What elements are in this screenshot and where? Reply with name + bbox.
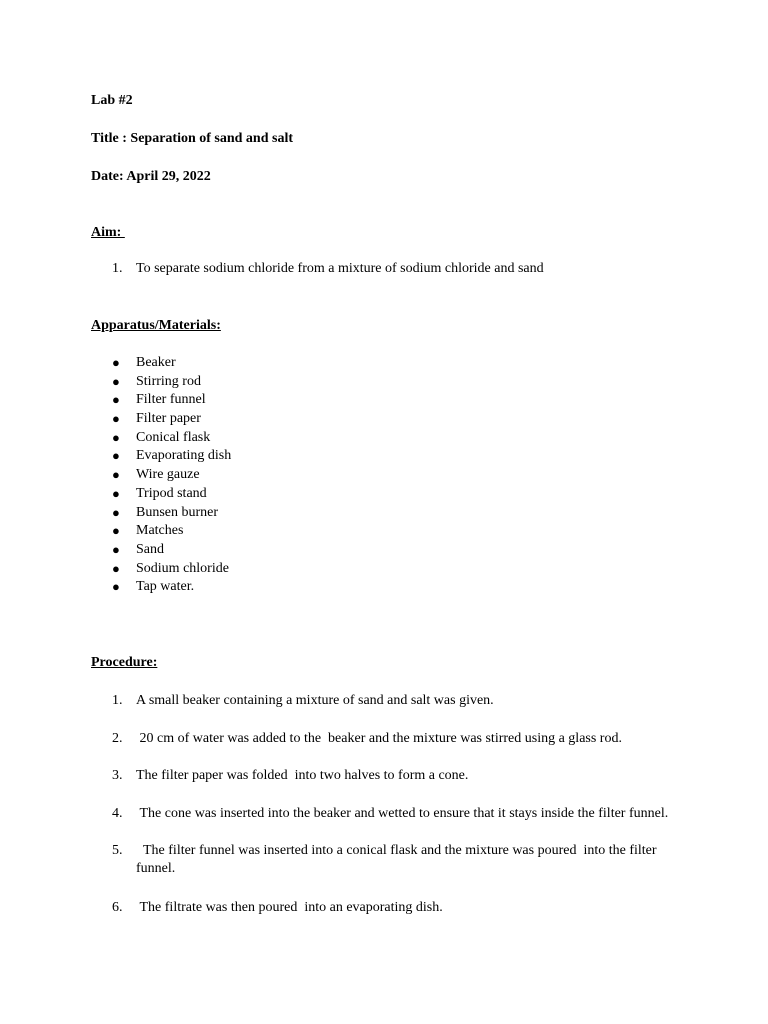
bullet-icon: ● — [112, 355, 120, 370]
list-item — [0, 466, 768, 485]
list-item — [0, 410, 768, 429]
apparatus-item: Tripod stand — [136, 485, 207, 501]
aim-list — [0, 260, 768, 279]
step-text: 20 cm of water was added to the beaker and the mixture was stirred using a glass rod. — [136, 731, 622, 746]
apparatus-list — [0, 354, 768, 597]
bullet-icon: ● — [112, 429, 120, 445]
apparatus-item: Sand — [136, 541, 164, 557]
apparatus-item: Filter funnel — [136, 392, 206, 408]
bullet-icon: ● — [112, 504, 120, 520]
bullet-icon: ● — [112, 467, 120, 483]
list-item — [0, 485, 768, 504]
document-date: Date: April 29, 2022 — [91, 169, 211, 184]
apparatus-item: Bunsen burner — [136, 504, 219, 520]
step-number: 4. — [112, 806, 123, 821]
apparatus-item: Wire gauze — [136, 467, 200, 483]
apparatus-item: Beaker — [136, 355, 176, 370]
apparatus-item: Filter paper — [136, 411, 201, 427]
apparatus-item: Evaporating dish — [136, 448, 232, 464]
step-number: 6. — [112, 900, 123, 915]
bullet-icon: ● — [112, 523, 120, 539]
apparatus-item: Sodium chloride — [136, 560, 229, 576]
procedure-heading: Procedure: — [91, 655, 158, 670]
lab-number: Lab #2 — [91, 93, 133, 108]
list-item — [0, 541, 768, 560]
bullet-icon: ● — [112, 411, 120, 427]
list-item — [0, 560, 768, 579]
apparatus-item: Conical flask — [136, 429, 211, 445]
bullet-icon: ● — [112, 541, 120, 557]
apparatus-heading: Apparatus/Materials: — [91, 318, 221, 333]
list-item — [0, 391, 768, 410]
step-text: The cone was inserted into the beaker and wetted to ensure that it stays inside the filter funnel. — [136, 806, 669, 821]
bullet-icon: ● — [112, 392, 120, 408]
list-item — [0, 429, 768, 448]
apparatus-item: Stirring rod — [136, 373, 201, 389]
step-number: 2. — [112, 731, 123, 746]
list-item — [0, 260, 768, 279]
step-text: The filter funnel was inserted into a conical flask and the mixture was poured into the filter funnel. — [136, 843, 661, 876]
step-number: 1. — [112, 693, 123, 708]
apparatus-item: Matches — [136, 523, 184, 539]
bullet-icon: ● — [112, 373, 120, 389]
list-item — [0, 522, 768, 541]
list-item — [0, 447, 768, 466]
step-number: 3. — [112, 768, 123, 783]
list-item — [0, 578, 768, 597]
aim-text: To separate sodium chloride from a mixture of sodium chloride and sand — [136, 261, 544, 276]
apparatus-item: Tap water. — [136, 579, 195, 595]
step-text: The filtrate was then poured into an evaporating dish. — [136, 900, 443, 915]
list-item — [0, 354, 768, 373]
document-title: Title : Separation of sand and salt — [91, 131, 293, 146]
list-item — [0, 373, 768, 392]
step-number: 5. — [112, 843, 123, 858]
bullet-icon: ● — [112, 579, 120, 595]
bullet-icon: ● — [112, 485, 120, 501]
list-number: 1. — [112, 261, 123, 276]
step-text: A small beaker containing a mixture of sand and salt was given. — [136, 693, 494, 708]
aim-heading: Aim: — [91, 225, 125, 240]
bullet-icon: ● — [112, 448, 120, 464]
bullet-icon: ● — [112, 560, 120, 576]
step-text: The filter paper was folded into two halves to form a cone. — [136, 768, 469, 783]
list-item — [0, 504, 768, 523]
